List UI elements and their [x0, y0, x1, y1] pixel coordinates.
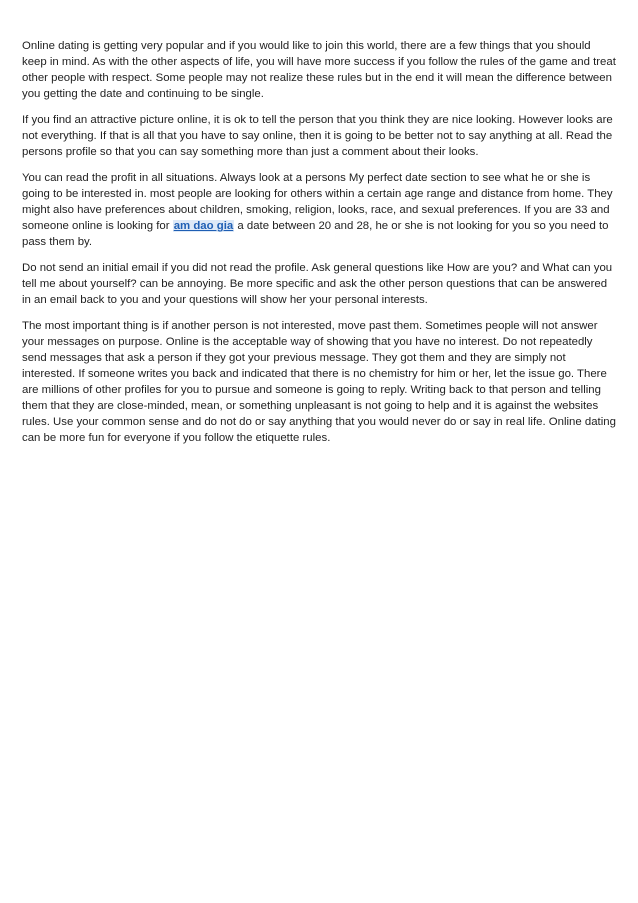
- paragraph-text-after-link: a date between 20 and 28, he or she is not looking for you so you need to pass them by.: [22, 220, 609, 248]
- paragraph-attractive-picture: [22, 112, 618, 160]
- paragraph-text-before-link: You can read the profit in all situations. Always look at a persons My perfect date section to see what he or she is going to be interested in. most people are looking for others within a certain age range and distance from home. They might also have preferences about children, smoking, religion, looks, race, and sexual preferences. If you are 33 and someone online is looking for: [22, 172, 613, 232]
- paragraph-not-interested: [22, 318, 618, 446]
- inline-link[interactable]: am dao gia: [173, 220, 234, 232]
- paragraph-text: If you find an attractive picture online, it is ok to tell the person that you think they are nice looking. However looks are not everything. If that is all that you have to say online, then it is going to be better not to say anything at all. Read the persons profile so that you can say something more than just a comment about their looks.: [22, 114, 613, 158]
- paragraph-text: Online dating is getting very popular and if you would like to join this world, there are a few things that you should keep in mind. As with the other aspects of life, you will have more success if you follow the rules of the game and treat other people with respect. Some people may not realize these rules but in the end it will mean the difference between you getting the date and continuing to be single.: [22, 40, 616, 100]
- document-body: [22, 38, 618, 456]
- paragraph-text: The most important thing is if another person is not interested, move past them. Sometimes people will not answer your messages on purpose. Online is the acceptable way of showing that you have no interest. Do not repeatedly send messages that ask a person if they got your previous message. They got them and they are simply not interested. If someone writes you back and indicated that there is no chemistry for him or her, let the issue go. There are millions of other profiles for you to pursue and someone is going to reply. Writing back to that person and telling them that they are close-minded, mean, or something unpleasant is not going to help and it is against the websites rules. Use your common sense and do not do or say anything that you would never do or say in real life. Online dating can be more fun for everyone if you follow the etiquette rules.: [22, 320, 616, 444]
- paragraph-initial-email: [22, 260, 618, 308]
- paragraph-intro: [22, 38, 618, 102]
- paragraph-read-profile: [22, 170, 618, 250]
- paragraph-text: Do not send an initial email if you did not read the profile. Ask general questions like How are you? and What can you tell me about yourself? can be annoying. Be more specific and ask the other person questions that can be answered in an email back to you and your questions will show her your personal interests.: [22, 262, 613, 306]
